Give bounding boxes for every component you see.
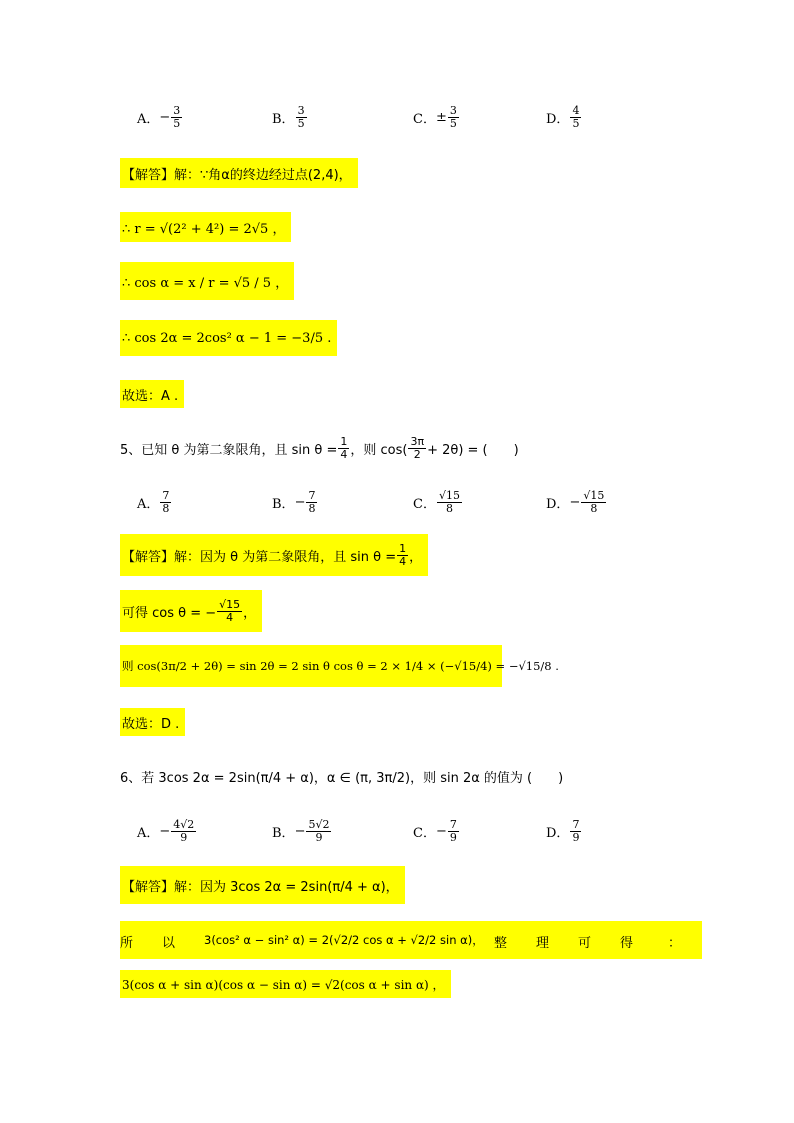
frac-den: 8: [445, 501, 453, 515]
frac-num: 4√2: [173, 817, 195, 831]
q4-options: [0, 97, 794, 137]
option-fraction: [296, 105, 307, 129]
q5-solution-line-3: [120, 645, 559, 687]
option-sign: −: [569, 494, 581, 510]
q4-option-d[interactable]: [546, 97, 582, 137]
frac-den: 2: [413, 447, 421, 461]
option-sign: −: [435, 823, 447, 839]
solution-char: 可: [578, 936, 592, 951]
q4-option-b[interactable]: [272, 97, 308, 137]
option-label: A．: [137, 825, 160, 841]
frac-num: 3: [297, 103, 305, 117]
q5-option-d[interactable]: [546, 482, 607, 522]
q6-options: [0, 811, 794, 851]
frac-num: 7: [572, 817, 580, 831]
solution-text: 【解答】解：因为 θ 为第二象限角，且 sin θ =: [122, 549, 397, 565]
q4-option-c[interactable]: [413, 97, 460, 137]
frac-num: √15: [219, 597, 241, 611]
q5-solution-line-2: [120, 590, 262, 632]
option-fraction: [448, 105, 459, 129]
solution-equation: 3(cos² α − sin² α) = 2(√2/2 cos α + √2/2 sin α)，: [204, 933, 484, 947]
frac-den: 4: [226, 610, 234, 624]
frac-den: 9: [315, 830, 323, 844]
frac-den: 8: [308, 501, 316, 515]
stem-text: 5、已知 θ 为第二象限角，且 sin θ =: [120, 442, 338, 458]
q6-solution-line-3: [120, 970, 451, 998]
solution-char: 以: [162, 936, 176, 951]
option-fraction: [306, 490, 317, 514]
q6-solution-line-1: [120, 866, 405, 904]
option-label: C．: [413, 825, 436, 841]
option-label: B．: [272, 825, 295, 841]
solution-text: ，: [409, 549, 423, 565]
frac-num: 7: [162, 488, 170, 502]
solution-text: 可得 cos θ = −: [122, 605, 217, 621]
q5-option-b[interactable]: [272, 482, 318, 522]
option-label: A．: [137, 496, 160, 512]
q4-option-a[interactable]: [137, 97, 183, 137]
solution-fraction: [397, 543, 408, 567]
option-fraction: [581, 490, 606, 514]
option-fraction: [171, 819, 196, 843]
frac-den: 8: [162, 501, 170, 515]
q6-stem: [120, 758, 563, 794]
solution-text: ∴ r = √(2² + 4²) = 2√5 ，: [122, 221, 286, 237]
stem-text: + 2θ) = ( ): [427, 442, 519, 458]
q4-solution-line-1: [120, 158, 358, 188]
q6-option-c[interactable]: [413, 811, 460, 851]
solution-fraction: [217, 599, 242, 623]
frac-num: 1: [399, 541, 407, 555]
q5-option-a[interactable]: [137, 482, 172, 522]
solution-char: 得: [620, 936, 634, 951]
solution-char: ：: [668, 936, 682, 951]
stem-text: ，则 cos(: [350, 442, 408, 458]
answer-text: 故选：D .: [122, 716, 180, 732]
q5-options: [0, 482, 794, 522]
frac-den: 9: [572, 830, 580, 844]
q5-answer: [120, 708, 185, 736]
option-fraction: [306, 819, 331, 843]
option-label: A．: [137, 111, 160, 127]
solution-text: ∴ cos α = x / r = √5 / 5 ，: [122, 275, 289, 291]
option-sign: −: [159, 109, 171, 125]
option-label: C．: [413, 111, 436, 127]
stem-fraction: [338, 436, 349, 460]
option-sign: −: [294, 823, 306, 839]
frac-num: √15: [583, 488, 605, 502]
solution-text: 则 cos(3π/2 + 2θ) = sin 2θ = 2 sin θ cos θ = 2 × 1/4 × (−√15/4) = −√15/8 .: [122, 659, 559, 673]
frac-den: 5: [572, 116, 580, 130]
q4-solution-line-4: [120, 320, 337, 356]
solution-tag: 【解答】解：: [122, 167, 201, 183]
solution-char: 整: [494, 936, 508, 951]
frac-num: 3: [173, 103, 181, 117]
frac-den: 5: [173, 116, 181, 130]
option-fraction: [570, 105, 581, 129]
option-fraction: [160, 490, 171, 514]
frac-den: 4: [340, 447, 348, 461]
option-fraction: [448, 819, 459, 843]
frac-num: 3π: [410, 434, 425, 448]
frac-num: 7: [308, 488, 316, 502]
frac-den: 5: [449, 116, 457, 130]
option-sign: ±: [435, 109, 447, 125]
option-label: C．: [413, 496, 436, 512]
frac-den: 4: [399, 554, 407, 568]
option-label: D．: [546, 825, 570, 841]
q6-option-a[interactable]: [137, 811, 197, 851]
option-fraction: [437, 490, 462, 514]
option-label: B．: [272, 111, 295, 127]
solution-text: ，: [243, 605, 257, 621]
solution-text: ∴ cos 2α = 2cos² α − 1 = −3/5 .: [122, 330, 332, 346]
frac-num: 5√2: [308, 817, 330, 831]
option-label: D．: [546, 111, 570, 127]
solution-text: 3(cos α + sin α)(cos α − sin α) = √2(cos α + sin α) ，: [122, 977, 445, 992]
option-label: B．: [272, 496, 295, 512]
solution-text: 【解答】解：因为 3cos 2α = 2sin(π/4 + α)，: [122, 879, 399, 895]
frac-num: 4: [572, 103, 580, 117]
q6-option-b[interactable]: [272, 811, 332, 851]
q5-option-c[interactable]: [413, 482, 463, 522]
q4-solution-line-2: [120, 212, 291, 242]
solution-text: ∵角α的终边经过点(2,4)，: [200, 167, 352, 183]
frac-num: √15: [438, 488, 460, 502]
option-fraction: [171, 105, 182, 129]
solution-char: 理: [536, 936, 550, 951]
answer-text: 故选：A .: [122, 388, 179, 404]
q6-solution-line-2: [120, 921, 702, 959]
q4-answer: [120, 380, 184, 408]
frac-den: 9: [180, 830, 188, 844]
option-sign: −: [159, 823, 171, 839]
option-sign: −: [294, 494, 306, 510]
q5-stem: [120, 428, 519, 468]
frac-den: 8: [590, 501, 598, 515]
frac-num: 7: [449, 817, 457, 831]
frac-num: 3: [449, 103, 457, 117]
q4-solution-line-3: [120, 262, 294, 300]
stem-text: 6、若 3cos 2α = 2sin(π/4 + α)，α ∈ (π, 3π/2)，则 sin 2α 的值为 ( ): [120, 770, 564, 786]
option-fraction: [570, 819, 581, 843]
solution-char: 所: [120, 936, 134, 951]
option-label: D．: [546, 496, 570, 512]
frac-num: 1: [340, 434, 348, 448]
frac-den: 5: [297, 116, 305, 130]
q6-option-d[interactable]: [546, 811, 582, 851]
frac-den: 9: [449, 830, 457, 844]
q5-solution-line-1: [120, 534, 428, 576]
stem-fraction: [408, 436, 426, 460]
